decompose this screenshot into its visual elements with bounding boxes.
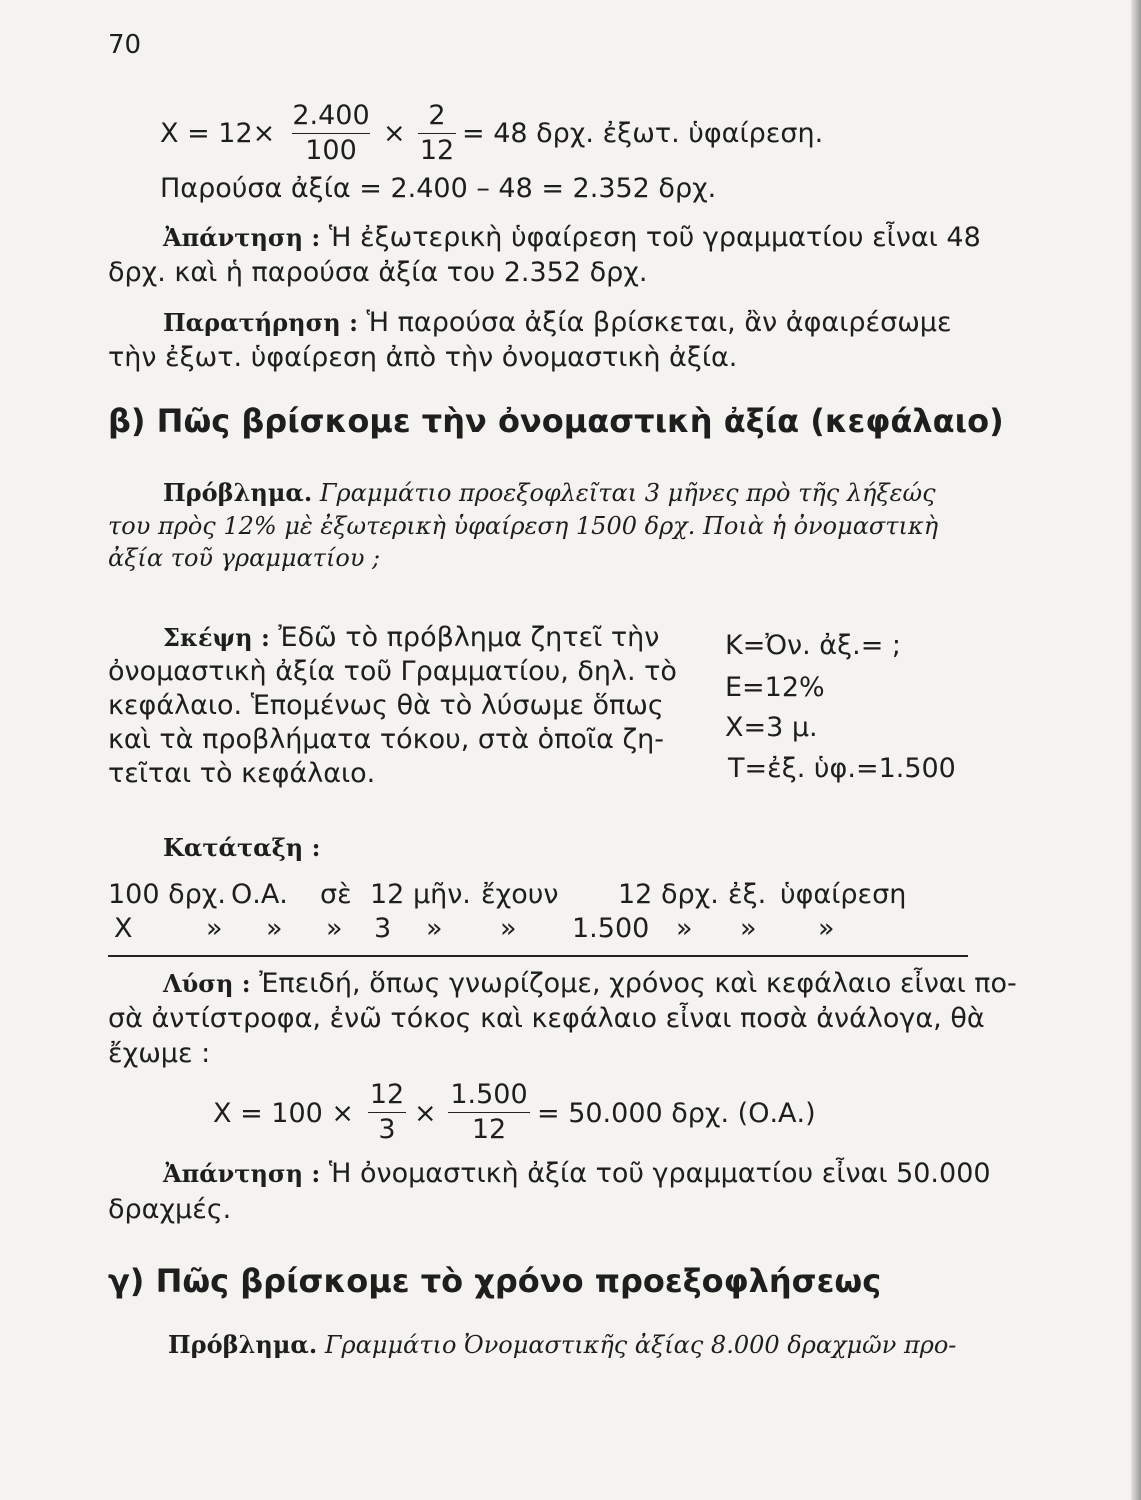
note-text1: Ἡ παρούσα ἀξία βρίσκεται, ἂν ἀφαιρέσωμε (366, 307, 952, 338)
formula2-lhs: Χ = 100 × (213, 1098, 355, 1129)
solution-text1: Ἐπειδή, ὅπως γνωρίζομε, χρόνος καὶ κεφάλαιο εἶναι πο- (259, 968, 1017, 999)
problem1-label: Πρόβλημα. (163, 478, 313, 507)
arrangement-cell: 12 μῆν. (370, 879, 471, 910)
arrangement-cell: 3 (374, 913, 392, 944)
formula1-frac1-numerator: 2.400 (292, 100, 370, 131)
formula2-fraction1 (368, 1080, 406, 1145)
answer1-line1 (163, 221, 981, 255)
section-c-heading: γ) Πῶς βρίσκομε τὸ χρόνο προεξοφλήσεως (108, 1262, 882, 1300)
arrangement-rule (108, 955, 968, 957)
given-e: Ε=12% (725, 672, 825, 703)
formula2-frac1-numerator: 12 (369, 1079, 405, 1110)
thinking-line1 (163, 621, 659, 655)
formula1-rhs: = 48 δρχ. ἐξωτ. ὑφαίρεση. (462, 118, 824, 149)
arrangement-cell: » (426, 913, 443, 944)
arrangement-cell: ἐξ. (728, 879, 767, 910)
present-value-line: Παρούσα ἀξία = 2.400 – 48 = 2.352 δρχ. (160, 173, 717, 204)
answer1-label: Ἀπάντηση : (163, 223, 321, 252)
arrangement-cell: 12 δρχ. (618, 879, 719, 910)
thinking-text4: καὶ τὰ προβλήματα τόκου, στὰ ὁποῖα ζη- (108, 724, 665, 755)
arrangement-cell: Χ (114, 913, 133, 944)
arrangement-cell: » (326, 913, 343, 944)
formula2-times: × (414, 1098, 437, 1129)
fraction-bar (418, 133, 456, 134)
solution-text3: ἔχωμε : (108, 1038, 211, 1069)
arrangement-cell: » (676, 913, 693, 944)
answer2-text2: δραχμές. (108, 1194, 232, 1225)
fraction-bar (368, 1112, 406, 1113)
answer2-label: Ἀπάντηση : (163, 1159, 321, 1188)
section-b-heading: β) Πῶς βρίσκομε τὴν ὀνομαστικὴ ἀξία (κεφάλαιο) (108, 402, 1004, 440)
problem1-text1: Γραμμάτιο προεξοφλεῖται 3 μῆνες πρὸ τῆς λήξεώς (319, 479, 936, 507)
given-k: Κ=Ὀν. ἀξ.= ; (725, 630, 902, 661)
formula1-fraction2 (418, 101, 456, 166)
given-x: Χ=3 μ. (725, 712, 818, 743)
formula1-frac2-denominator: 12 (419, 135, 455, 166)
fraction-bar (448, 1112, 530, 1113)
arrangement-cell: » (500, 913, 517, 944)
formula1-times: × (383, 118, 406, 149)
solution-line1 (163, 967, 1017, 1001)
arrangement-cell: ἔχουν (481, 879, 559, 910)
arrangement-cell: » (740, 913, 757, 944)
thinking-label: Σκέψη : (163, 623, 270, 652)
fraction-bar (292, 133, 370, 134)
formula1-fraction1 (292, 101, 370, 166)
arrangement-cell: ὑφαίρεση (780, 879, 907, 910)
page-number: 70 (108, 30, 142, 60)
problem2-text1: Γραμμάτιο Ὀνομαστικῆς ἀξίας 8.000 δραχμῶν προ- (324, 1331, 957, 1359)
thinking-text1: Ἐδῶ τὸ πρόβλημα ζητεῖ τὴν (278, 622, 660, 653)
page-edge-shadow (1131, 0, 1141, 1500)
formula1-frac2-numerator: 2 (428, 100, 446, 131)
thinking-text3: κεφάλαιο. Ἑπομένως θὰ τὸ λύσωμε ὅπως (108, 690, 664, 721)
answer2-text1: Ἡ ὀνομαστικὴ ἀξία τοῦ γραμματίου εἶναι 50.000 (328, 1158, 991, 1189)
formula2-frac2-numerator: 1.500 (450, 1079, 528, 1110)
note-label: Παρατήρηση : (163, 308, 358, 337)
given-t: Τ=ἐξ. ὑφ.=1.500 (728, 753, 956, 784)
answer1-text1: Ἡ ἐξωτερικὴ ὑφαίρεση τοῦ γραμματίου εἶναι 48 (328, 222, 981, 253)
arrangement-cell: σὲ (320, 879, 352, 910)
formula2-frac2-denominator: 12 (471, 1114, 507, 1145)
note-text2: τὴν ἐξωτ. ὑφαίρεση ἀπὸ τὴν ὀνομαστικὴ ἀξία. (108, 342, 738, 373)
problem1-line1 (163, 478, 936, 508)
arrangement-cell: 100 δρχ. (108, 879, 226, 910)
problem1-text2: του πρὸς 12% μὲ ἐξωτερικὴ ὑφαίρεση 1500 δρχ. Ποιὰ ἡ ὀνομαστικὴ (108, 512, 939, 540)
arrangement-label: Κατάταξη : (163, 833, 321, 862)
note-line1 (163, 306, 952, 340)
thinking-text5: τεῖται τὸ κεφάλαιο. (108, 758, 376, 789)
solution-label: Λύση : (163, 969, 251, 998)
arrangement-cell: » (818, 913, 835, 944)
formula2-fraction2 (448, 1080, 530, 1145)
formula1-lhs: X = 12× (160, 118, 276, 149)
problem1-text3: ἀξία τοῦ γραμματίου ; (108, 544, 381, 572)
formula1-frac1-denominator: 100 (305, 135, 357, 166)
problem2-line1 (168, 1330, 956, 1360)
solution-text2: σὰ ἀντίστροφα, ἐνῶ τόκος καὶ κεφάλαιο εἶναι ποσὰ ἀνάλογα, θὰ (108, 1003, 985, 1034)
arrangement-cell: 1.500 (572, 913, 650, 944)
formula2-rhs: = 50.000 δρχ. (Ο.Α.) (537, 1098, 816, 1129)
answer2-line1 (163, 1157, 991, 1191)
problem2-label: Πρόβλημα. (168, 1330, 318, 1359)
thinking-text2: ὀνομαστικὴ ἀξία τοῦ Γραμματίου, δηλ. τὸ (108, 656, 677, 687)
formula2-frac1-denominator: 3 (378, 1114, 396, 1145)
arrangement-cell: Ο.Α. (231, 879, 288, 910)
arrangement-cell: » (266, 913, 283, 944)
arrangement-cell: » (206, 913, 223, 944)
answer1-text2: δρχ. καὶ ἡ παρούσα ἀξία του 2.352 δρχ. (108, 257, 648, 288)
